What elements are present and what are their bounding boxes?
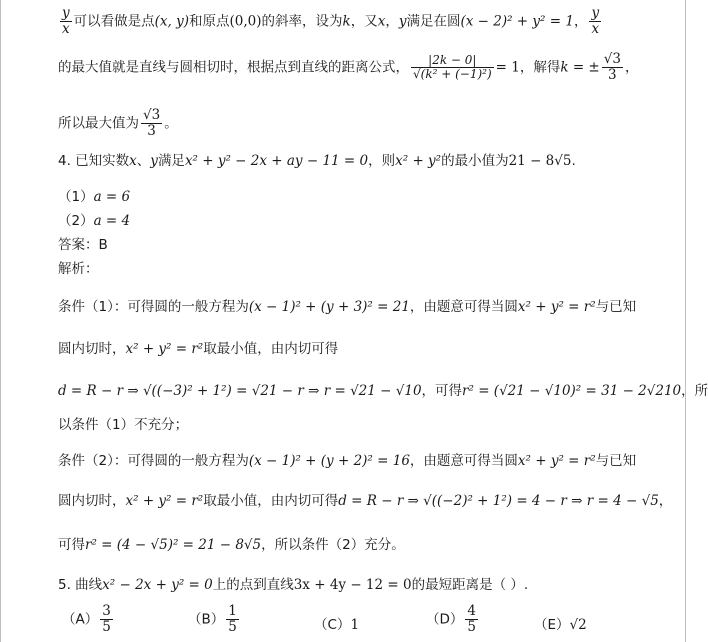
analysis-heading: 解析： <box>58 261 99 277</box>
solution-line-6: 圆内切时，x² + y² = r²取最小值，由内切可得d = R − r ⇒ √((−2)² + 1²) = 4 − r ⇒ r = 4 − √5， <box>58 493 673 509</box>
fraction-y-over-x-2: $\frac{y}{x}$ <box>591 5 600 37</box>
solution-line-4: 以条件（1）不充分； <box>58 417 189 433</box>
condition-1: （1）a = 6 <box>58 189 131 205</box>
solution-line-2: 圆内切时，x² + y² = r²取最小值，由内切可得 <box>58 341 339 357</box>
option-e[interactable]: （E）√2 <box>534 617 587 633</box>
line-3: 所以最大值为 $\frac{√3}{3}$ 。 <box>58 107 178 139</box>
distance-formula-fraction: $\frac{|2k - 0|}{\text{√(k² + (−1)²)}}$ <box>413 52 492 81</box>
fraction-y-over-x: $\frac{y}{x}$ <box>62 5 70 37</box>
option-a[interactable]: （A） $\frac{3}{5}$ <box>62 603 111 635</box>
fraction-sqrt3-over-3: $\frac{√3}{3}$ <box>603 51 621 83</box>
fraction-max-value: $\frac{√3}{3}$ <box>143 107 161 139</box>
solution-line-1: 条件（1）：可得圆的一般方程为(x − 1)² + (y + 3)² = 21，由题意可得当圆x² + y² = r²与已知 <box>58 299 637 315</box>
option-d[interactable]: （D） $\frac{4}{5}$ <box>426 603 476 635</box>
condition-2: （2）a = 4 <box>58 213 131 229</box>
option-b[interactable]: （B） $\frac{1}{5}$ <box>188 603 237 635</box>
solution-line-5: 条件（2）：可得圆的一般方程为(x − 1)² + (y + 2)² = 16，由题意可得当圆x² + y² = r²与已知 <box>58 453 637 469</box>
question-5: 5. 曲线x² − 2x + y² = 0上的点到直线3x + 4y − 12 = 0的最短距离是（ ）. <box>58 577 529 593</box>
line-1: $\frac{y}{x}$ 可以看做是点(x, y)和原点(0,0)的斜率，设为k，又x，y满足在圆(x − 2)² + y² = 1， $\frac{y}{x}$ <box>62 5 600 37</box>
solution-line-3: d = R − r ⇒ √((−3)² + 1²) = √21 − r ⇒ r = √21 − √10，可得r² = (√21 − √10)² = 31 − 2√210，所 <box>58 383 708 399</box>
solution-line-7: 可得r² = (4 − √5)² = 21 − 8√5，所以条件（2）充分。 <box>58 537 405 553</box>
option-c[interactable]: （C）1 <box>314 617 360 633</box>
line-2: 的最大值就是直线与圆相切时，根据点到直线的距离公式， $\frac{|2k - 0|}{\text{√(k² + (−1)²)}}$ = 1，解得k = ± $\frac{√3}{3}$ ， <box>58 51 639 83</box>
answer-line: 答案：B <box>58 237 108 253</box>
question-4: 4. 已知实数x、y满足x² + y² − 2x + ay − 11 = 0，则x² + y²的最小值为21 − 8√5. <box>58 153 576 169</box>
